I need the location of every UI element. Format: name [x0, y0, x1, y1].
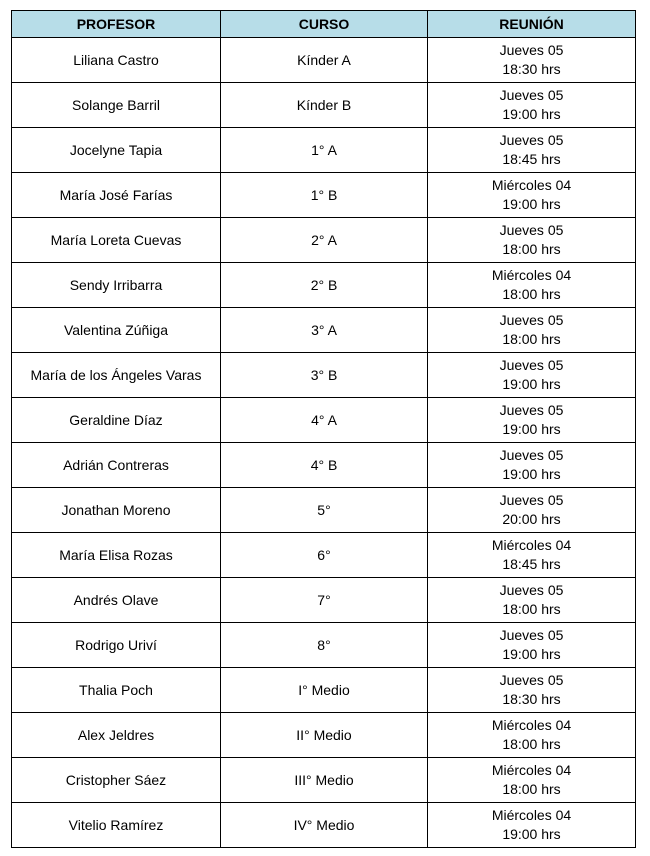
reunion-day: Miércoles 04	[491, 762, 572, 778]
curso-cell: 8°	[221, 623, 428, 668]
table-row	[12, 488, 636, 533]
reunion-day: Jueves 05	[499, 402, 564, 418]
curso-cell: 4° B	[221, 443, 428, 488]
profesor-cell: Jocelyne Tapia	[12, 128, 221, 173]
table-row	[12, 173, 636, 218]
curso-cell: 6°	[221, 533, 428, 578]
curso-cell: II° Medio	[221, 713, 428, 758]
header-curso: CURSO	[221, 11, 428, 38]
reunion-cell	[428, 353, 636, 398]
curso-cell: 3° B	[221, 353, 428, 398]
reunion-cell	[428, 623, 636, 668]
header-profesor: PROFESOR	[12, 11, 221, 38]
curso-cell: 4° A	[221, 398, 428, 443]
reunion-cell	[428, 263, 636, 308]
profesor-cell: Sendy Irribarra	[12, 263, 221, 308]
reunion-day: Jueves 05	[499, 672, 564, 688]
reunion-day: Jueves 05	[499, 132, 564, 148]
reunion-cell	[428, 38, 636, 83]
table-body	[12, 38, 636, 848]
table-row	[12, 398, 636, 443]
profesor-cell: María José Farías	[12, 173, 221, 218]
table-row	[12, 668, 636, 713]
meeting-schedule-table	[11, 10, 636, 848]
reunion-cell	[428, 578, 636, 623]
curso-cell: 3° A	[221, 308, 428, 353]
reunion-time: 20:00 hrs	[502, 511, 561, 527]
reunion-cell	[428, 443, 636, 488]
reunion-cell	[428, 758, 636, 803]
reunion-day: Jueves 05	[499, 627, 564, 643]
profesor-cell: Geraldine Díaz	[12, 398, 221, 443]
profesor-cell: Jonathan Moreno	[12, 488, 221, 533]
table-row	[12, 713, 636, 758]
table-row	[12, 353, 636, 398]
reunion-time: 18:00 hrs	[502, 736, 561, 752]
reunion-time: 19:00 hrs	[502, 196, 561, 212]
profesor-cell: Andrés Olave	[12, 578, 221, 623]
table-header	[12, 11, 636, 38]
curso-cell: IV° Medio	[221, 803, 428, 848]
reunion-time: 18:00 hrs	[502, 601, 561, 617]
profesor-cell: Cristopher Sáez	[12, 758, 221, 803]
reunion-time: 19:00 hrs	[502, 376, 561, 392]
reunion-cell	[428, 668, 636, 713]
curso-cell: I° Medio	[221, 668, 428, 713]
reunion-day: Jueves 05	[499, 357, 564, 373]
reunion-day: Jueves 05	[499, 447, 564, 463]
profesor-cell: Alex Jeldres	[12, 713, 221, 758]
curso-cell: 1° A	[221, 128, 428, 173]
table-row	[12, 758, 636, 803]
reunion-day: Jueves 05	[499, 42, 564, 58]
reunion-time: 18:45 hrs	[502, 151, 561, 167]
reunion-time: 19:00 hrs	[502, 466, 561, 482]
table-row	[12, 263, 636, 308]
profesor-cell: Valentina Zúñiga	[12, 308, 221, 353]
reunion-cell	[428, 533, 636, 578]
table-row	[12, 578, 636, 623]
curso-cell: 5°	[221, 488, 428, 533]
curso-cell: 7°	[221, 578, 428, 623]
reunion-time: 18:00 hrs	[502, 331, 561, 347]
reunion-time: 18:30 hrs	[502, 61, 561, 77]
reunion-day: Jueves 05	[499, 492, 564, 508]
reunion-cell	[428, 83, 636, 128]
curso-cell: III° Medio	[221, 758, 428, 803]
reunion-time: 19:00 hrs	[502, 421, 561, 437]
curso-cell: Kínder B	[221, 83, 428, 128]
profesor-cell: Rodrigo Uriví	[12, 623, 221, 668]
reunion-day: Jueves 05	[499, 222, 564, 238]
profesor-cell: Liliana Castro	[12, 38, 221, 83]
table-row	[12, 83, 636, 128]
reunion-cell	[428, 218, 636, 263]
profesor-cell: Vitelio Ramírez	[12, 803, 221, 848]
table-row	[12, 443, 636, 488]
reunion-day: Miércoles 04	[491, 807, 572, 823]
reunion-time: 18:30 hrs	[502, 691, 561, 707]
reunion-time: 18:00 hrs	[502, 781, 561, 797]
table-row	[12, 803, 636, 848]
reunion-cell	[428, 128, 636, 173]
reunion-cell	[428, 488, 636, 533]
curso-cell: Kínder A	[221, 38, 428, 83]
reunion-cell	[428, 308, 636, 353]
table-row	[12, 308, 636, 353]
reunion-day: Jueves 05	[499, 582, 564, 598]
profesor-cell: Thalia Poch	[12, 668, 221, 713]
reunion-day: Miércoles 04	[491, 717, 572, 733]
table-row	[12, 128, 636, 173]
reunion-time: 18:00 hrs	[502, 241, 561, 257]
reunion-time: 19:00 hrs	[502, 106, 561, 122]
reunion-day: Jueves 05	[499, 87, 564, 103]
profesor-cell: María Loreta Cuevas	[12, 218, 221, 263]
reunion-time: 19:00 hrs	[502, 826, 561, 842]
reunion-cell	[428, 713, 636, 758]
table-row	[12, 38, 636, 83]
table-row	[12, 218, 636, 263]
profesor-cell: María de los Ángeles Varas	[12, 353, 221, 398]
reunion-time: 18:00 hrs	[502, 286, 561, 302]
reunion-day: Jueves 05	[499, 312, 564, 328]
table-row	[12, 533, 636, 578]
curso-cell: 1° B	[221, 173, 428, 218]
profesor-cell: Adrián Contreras	[12, 443, 221, 488]
reunion-cell	[428, 398, 636, 443]
table-row	[12, 623, 636, 668]
header-row	[12, 11, 636, 38]
header-reunion: REUNIÓN	[428, 11, 636, 38]
profesor-cell: María Elisa Rozas	[12, 533, 221, 578]
reunion-day: Miércoles 04	[491, 267, 572, 283]
reunion-cell	[428, 803, 636, 848]
reunion-day: Miércoles 04	[491, 177, 572, 193]
reunion-time: 18:45 hrs	[502, 556, 561, 572]
reunion-cell	[428, 173, 636, 218]
profesor-cell: Solange Barril	[12, 83, 221, 128]
reunion-time: 19:00 hrs	[502, 646, 561, 662]
curso-cell: 2° B	[221, 263, 428, 308]
reunion-day: Miércoles 04	[491, 537, 572, 553]
curso-cell: 2° A	[221, 218, 428, 263]
